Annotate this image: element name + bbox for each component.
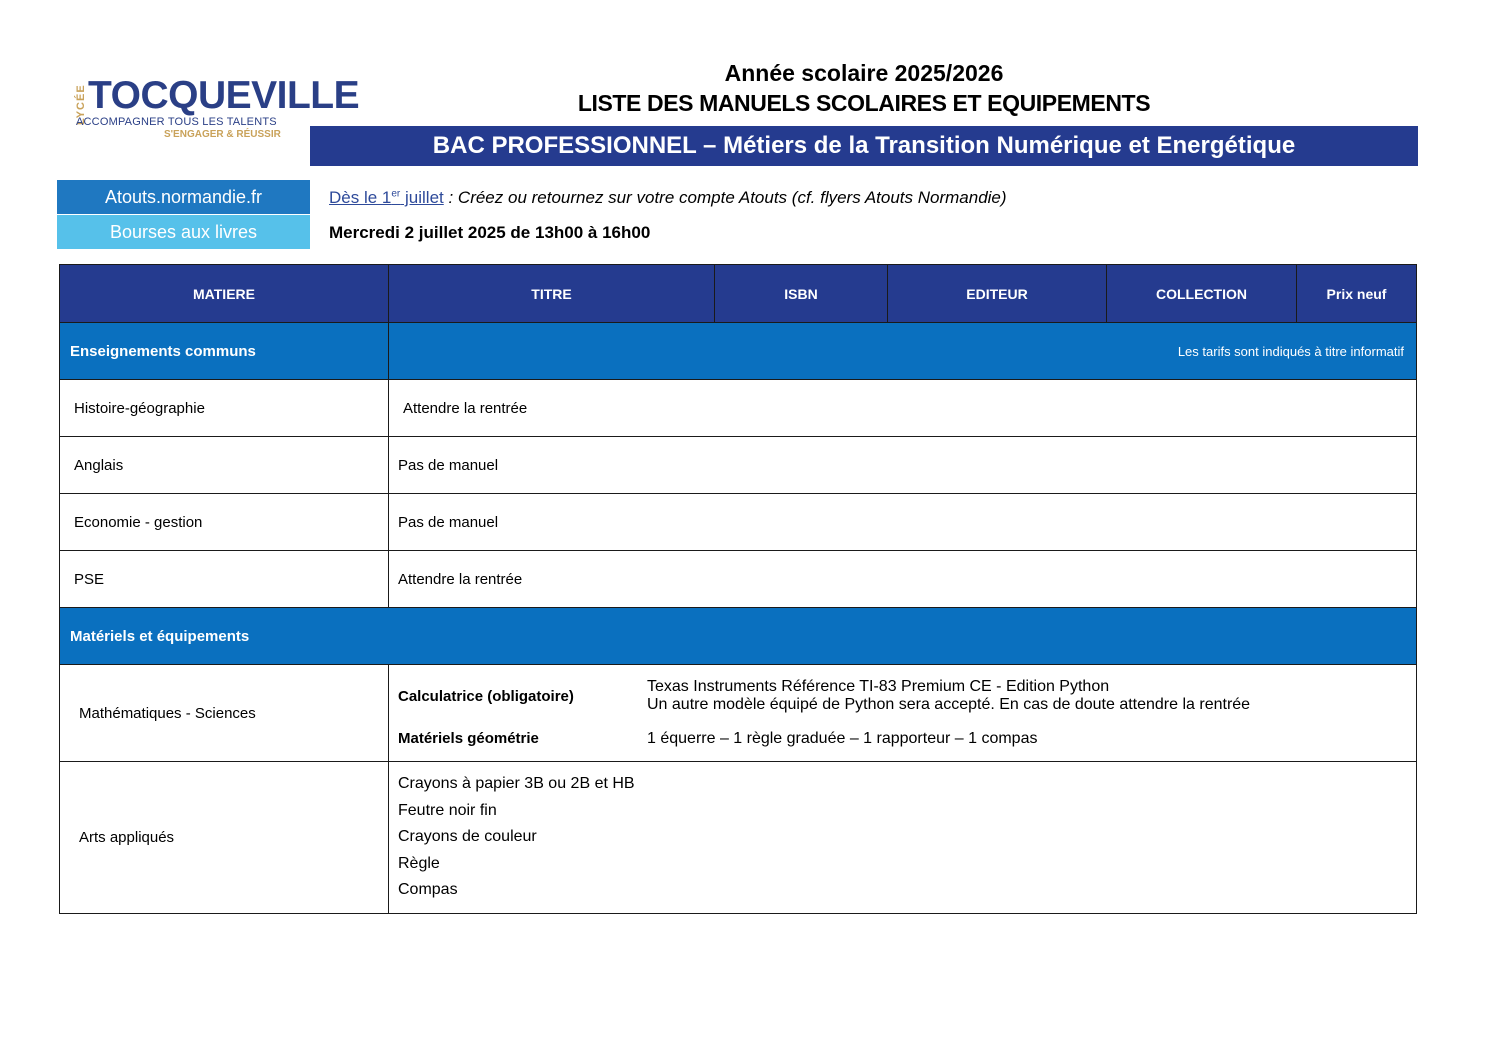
- section-label: Enseignements communs: [60, 323, 389, 380]
- geo-value: 1 équerre – 1 règle graduée – 1 rapporteur – 1 compas: [647, 730, 1038, 747]
- table-row-arts: [60, 762, 1417, 914]
- tarifs-note: Les tarifs sont indiqués à titre informatif: [389, 323, 1417, 380]
- list-item: Règle: [398, 854, 440, 872]
- calc-line2: Un autre modèle équipé de Python sera accepté. En cas de doute attendre la rentrée: [647, 696, 1251, 713]
- list-item: Crayons à papier 3B ou 2B et HB: [398, 775, 635, 793]
- table-row: [60, 551, 1417, 608]
- table-row: [60, 437, 1417, 494]
- logo-lycee-text: LYCÉE: [75, 84, 87, 126]
- header-collection: COLLECTION: [1107, 265, 1297, 323]
- section-enseignements: [60, 323, 1417, 380]
- header-matiere: MATIERE: [60, 265, 389, 323]
- list-item: Feutre noir fin: [398, 801, 497, 819]
- logo-school-name: TOCQUEVILLE: [88, 74, 360, 117]
- header-titre: TITRE: [389, 265, 715, 323]
- header-isbn: ISBN: [715, 265, 888, 323]
- subject-cell: Histoire-géographie: [60, 380, 389, 437]
- calc-label: Calculatrice (obligatoire): [398, 687, 574, 705]
- manuals-table: [59, 264, 1417, 914]
- subject-cell: Economie - gestion: [60, 494, 389, 551]
- subject-cell: Arts appliqués: [60, 762, 389, 914]
- calc-value: [647, 678, 1416, 714]
- bourse-chip: Bourses aux livres: [57, 215, 310, 249]
- logo-tagline: S'ENGAGER & RÉUSSIR: [164, 129, 281, 140]
- list-item: Crayons de couleur: [398, 828, 537, 846]
- title-cell: Attendre la rentrée: [389, 551, 1417, 608]
- calc-line1: Texas Instruments Référence TI-83 Premium CE - Edition Python: [647, 678, 1110, 695]
- subject-cell: PSE: [60, 551, 389, 608]
- section-label: Matériels et équipements: [60, 608, 1417, 665]
- logo-motto: ACCOMPAGNER TOUS LES TALENTS: [76, 116, 277, 128]
- header-prix: Prix neuf: [1297, 265, 1417, 323]
- title-cell: Pas de manuel: [389, 494, 1417, 551]
- title-cell: Pas de manuel: [389, 437, 1417, 494]
- maths-equipment-cell: [389, 665, 1417, 762]
- title-cell: Attendre la rentrée: [389, 380, 1417, 437]
- school-logo: [72, 72, 360, 144]
- table-row: [60, 494, 1417, 551]
- atouts-info: [329, 188, 1007, 208]
- table-row-maths: [60, 665, 1417, 762]
- atouts-instructions: : Créez ou retournez sur votre compte Atouts (cf. flyers Atouts Normandie): [443, 188, 1007, 207]
- section-materiels: [60, 608, 1417, 665]
- subject-cell: Mathématiques - Sciences: [60, 665, 389, 762]
- atouts-chip: Atouts.normandie.fr: [57, 180, 310, 214]
- school-year-title: Année scolaire 2025/2026: [724, 60, 1004, 86]
- geo-label: Matériels géométrie: [398, 730, 539, 747]
- program-banner: BAC PROFESSIONNEL – Métiers de la Transition Numérique et Energétique: [310, 126, 1418, 166]
- subject-cell: Anglais: [60, 437, 389, 494]
- list-title: LISTE DES MANUELS SCOLAIRES ET EQUIPEMENTS: [577, 90, 1151, 116]
- list-item: Compas: [398, 881, 458, 899]
- arts-items-cell: [389, 762, 1417, 914]
- atouts-date-link[interactable]: Dès le 1er juillet: [329, 188, 444, 207]
- bourse-date: Mercredi 2 juillet 2025 de 13h00 à 16h00: [329, 223, 651, 242]
- table-row: [60, 380, 1417, 437]
- table-header-row: [60, 265, 1417, 323]
- header-editeur: EDITEUR: [888, 265, 1107, 323]
